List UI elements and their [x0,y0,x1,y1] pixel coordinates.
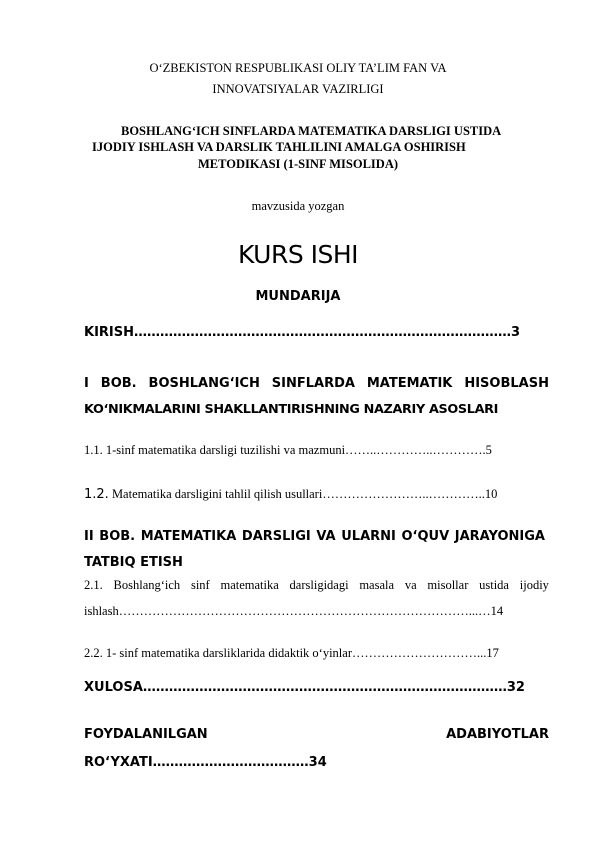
toc-entry-text: Matematika darsligini tahlil qilish usullari……………………..…………..10 [108,487,498,501]
toc-word: Boshlang‘ich [113,578,181,592]
topic-line-1: BOSHLANG‘ICH SINFLARDA MATEMATIKA DARSLIGI USTIDA [121,124,502,138]
toc-word: misollar [427,578,469,592]
topic-line-3: METODIKASI (1-SINF MISOLIDA) [197,157,399,171]
toc-word: BOSHLANG‘ICH [148,376,260,391]
toc-chapter-2-line-1 [84,529,545,544]
toc-entry-number: 1.2. [84,487,109,502]
toc-word: I [84,376,89,391]
toc-word: masala [359,578,395,592]
toc-word: JARAYONIGA [454,529,545,544]
toc-entry-1-1: 1.1. 1-sinf matematika darsligi tuzilishi va mazmuni……..…………..………….5 [84,443,492,457]
toc-word: II [84,529,94,544]
toc-word: 2.1. [84,578,103,592]
topic-line-2: IJODIY ISHLASH VA DARSLIK TAHLILINI AMALGA OSHIRISH [92,140,466,154]
toc-word: FOYDALANILGAN [84,727,208,742]
toc-chapter-1-line-2: KO‘NIKMALARINI SHAKLLANTIRISHNING NAZARIY ASOSLARI [84,402,499,417]
toc-entry-intro: KIRISH……………………………………………………………………………3 [84,325,521,340]
toc-word: sinf [190,578,210,592]
toc-entry-references-line-1 [84,727,549,742]
toc-word: BOB. [100,376,137,391]
toc-chapter-1-line-1 [84,376,549,391]
toc-word: va [404,578,417,592]
toc-word: HISOBLASH [464,376,549,391]
toc-word: SINFLARDA [271,376,355,391]
ministry-line-2: INNOVATSIYALAR VAZIRLIGI [212,82,384,96]
toc-entry-2-2: 2.2. 1- sinf matematika darsliklarida didaktik o‘yinlar…………………………...17 [84,646,499,660]
toc-chapter-2-line-2: TATBIQ ETISH [84,555,183,570]
toc-entry-1-2 [84,485,497,503]
toc-entry-2-1-line-2: ishlash…………………………………………………………………………...…14 [84,604,504,618]
toc-word: MATEMATIKA [140,529,237,544]
toc-word: ijodiy [519,578,549,592]
toc-word: BOB. [99,529,136,544]
toc-entry-references-line-2: RO‘YXATI………………………………34 [84,755,327,770]
work-type-title: KURS ISHI [237,240,359,269]
toc-word: DARSLIGI [241,529,311,544]
subtitle: mavzusida yozgan [251,199,345,213]
toc-word: matematika [220,578,279,592]
toc-word: ULARNI [341,529,396,544]
toc-word: ustida [479,578,509,592]
toc-entry-conclusion: XULOSA…………………………………………………………………………32 [84,680,525,695]
toc-word: MATEMATIK [366,376,453,391]
toc-word: VA [316,529,336,544]
ministry-line-1: O‘ZBEKISTON RESPUBLIKASI OLIY TA’LIM FAN VA [149,61,447,75]
toc-word: O‘QUV [401,529,450,544]
toc-heading: MUNDARIJA [255,289,341,304]
toc-word: darsligidagi [289,578,349,592]
toc-word: ADABIYOTLAR [446,727,549,742]
toc-entry-2-1-line-1 [84,578,549,593]
